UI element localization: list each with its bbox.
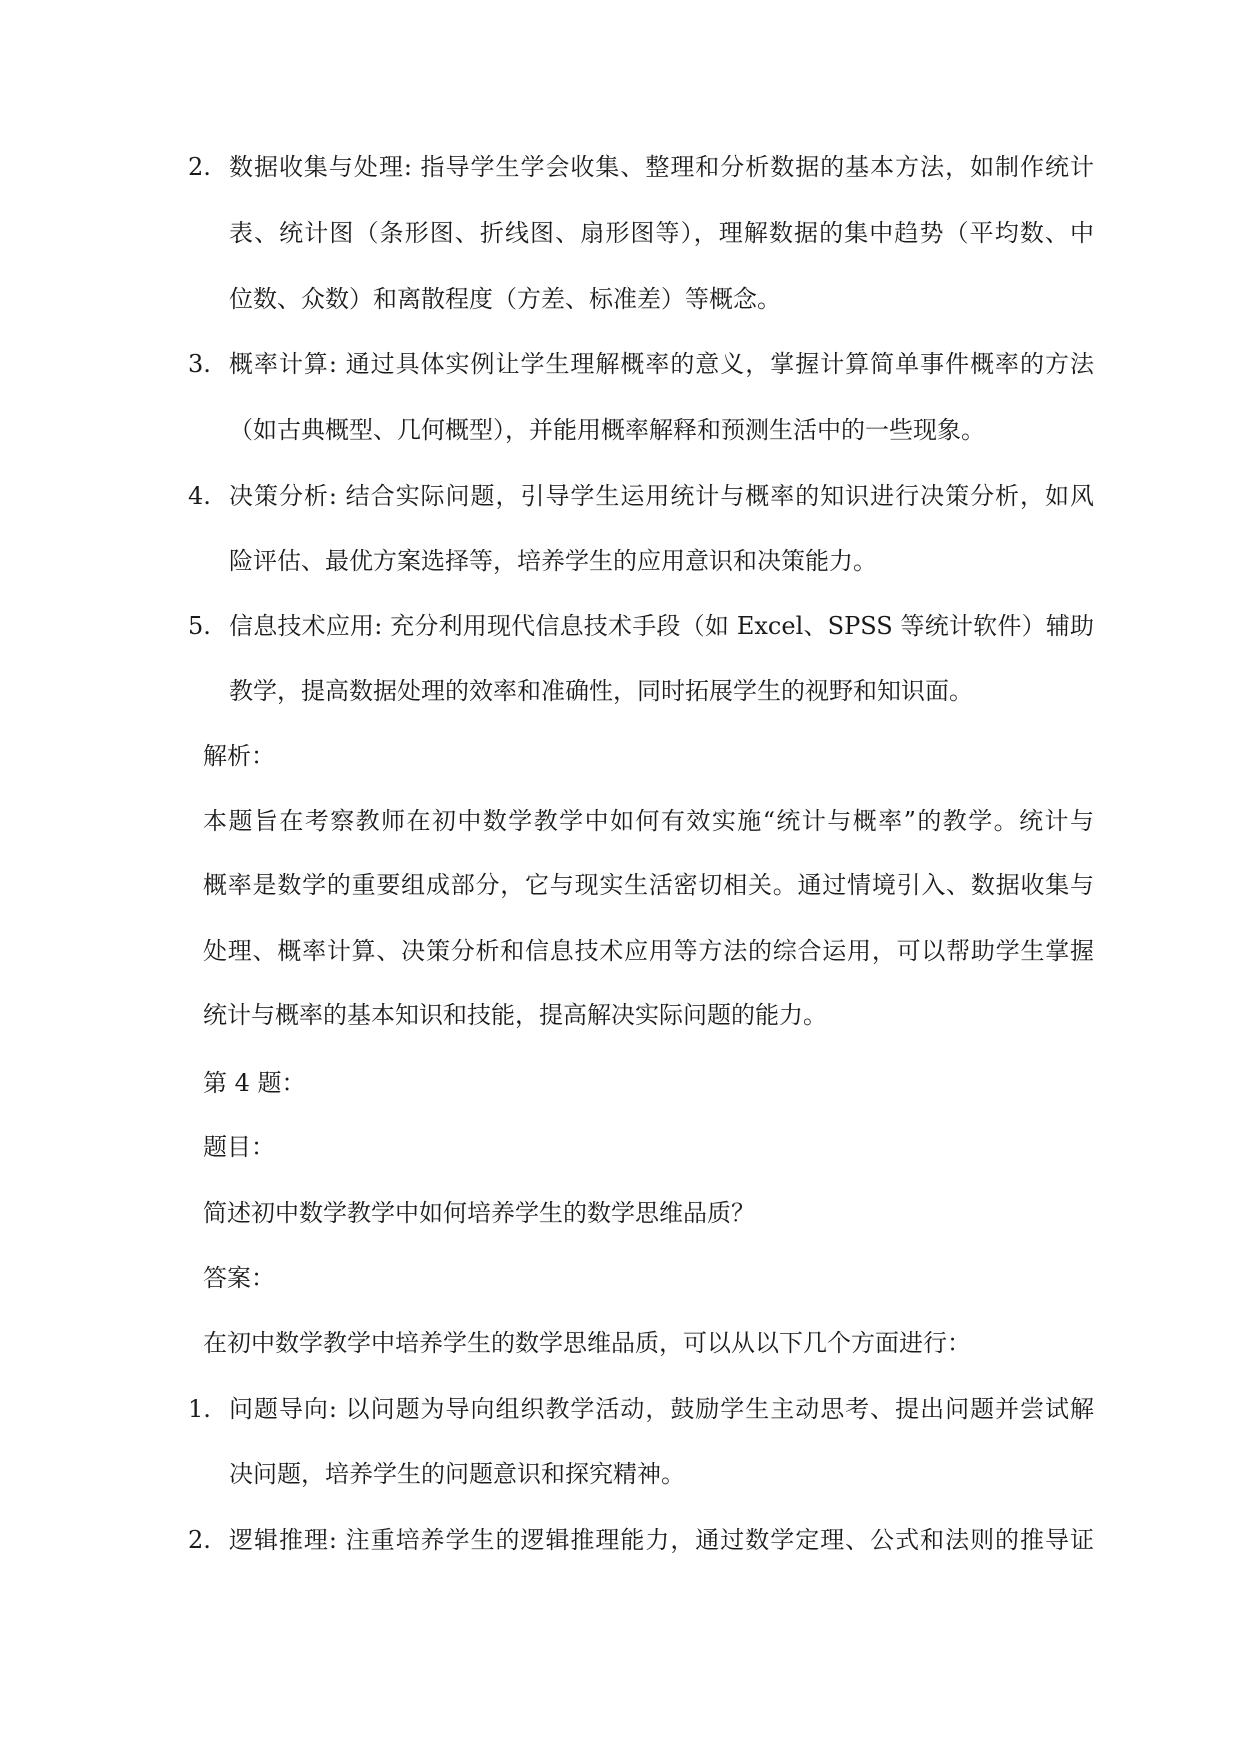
list-item-line: 问题导向: 以问题为导向组织教学活动，鼓励学生主动思考、提出问题并尝试解 bbox=[229, 1395, 1094, 1423]
list-item-number: 2. bbox=[188, 153, 211, 181]
paragraph-line: 本题旨在考察教师在初中数学教学中如何有效实施“统计与概率”的教学。统计与 bbox=[203, 807, 1094, 835]
list-item-line: 决问题，培养学生的问题意识和探究精神。 bbox=[229, 1460, 685, 1488]
list-item-number: 4. bbox=[188, 482, 211, 510]
paragraph-line: 统计与概率的基本知识和技能，提高解决实际问题的能力。 bbox=[203, 1001, 827, 1029]
list-item-line: 信息技术应用: 充分利用现代信息技术手段（如 Excel、SPSS 等统计软件）辅助 bbox=[229, 612, 1094, 640]
question-heading: 第 4 题： bbox=[203, 1069, 306, 1097]
list-item-line: 表、统计图（条形图、折线图、扇形图等），理解数据的集中趋势（平均数、中 bbox=[229, 219, 1094, 247]
list-item-line: 险评估、最优方案选择等，培养学生的应用意识和决策能力。 bbox=[229, 547, 877, 575]
list-item-number: 3. bbox=[188, 350, 211, 378]
list-item-line: 概率计算: 通过具体实例让学生理解概率的意义，掌握计算简单事件概率的方法 bbox=[229, 350, 1094, 378]
list-item-line: 教学，提高数据处理的效率和准确性，同时拓展学生的视野和知识面。 bbox=[229, 677, 973, 705]
list-item-line: 数据收集与处理: 指导学生学会收集、整理和分析数据的基本方法，如制作统计 bbox=[229, 153, 1094, 181]
list-item-line: （如古典概型、几何概型），并能用概率解释和预测生活中的一些现象。 bbox=[229, 416, 985, 444]
list-item-line: 逻辑推理: 注重培养学生的逻辑推理能力，通过数学定理、公式和法则的推导证 bbox=[229, 1526, 1094, 1554]
list-item-line: 位数、众数）和离散程度（方差、标准差）等概念。 bbox=[229, 285, 781, 313]
answer-label: 答案： bbox=[203, 1264, 275, 1292]
question-text: 简述初中数学教学中如何培养学生的数学思维品质？ bbox=[203, 1199, 755, 1227]
list-item-line: 决策分析: 结合实际问题，引导学生运用统计与概率的知识进行决策分析，如风 bbox=[229, 482, 1094, 510]
list-item-number: 1. bbox=[188, 1395, 211, 1423]
paragraph-line: 处理、概率计算、决策分析和信息技术应用等方法的综合运用，可以帮助学生掌握 bbox=[203, 937, 1094, 965]
paragraph-line: 概率是数学的重要组成部分，它与现实生活密切相关。通过情境引入、数据收集与 bbox=[203, 871, 1094, 899]
list-item-number: 2. bbox=[188, 1526, 211, 1554]
answer-intro: 在初中数学教学中培养学生的数学思维品质，可以从以下几个方面进行： bbox=[203, 1329, 971, 1357]
list-item-number: 5. bbox=[188, 612, 211, 640]
analysis-label: 解析： bbox=[203, 742, 275, 770]
question-title-label: 题目： bbox=[203, 1133, 275, 1161]
